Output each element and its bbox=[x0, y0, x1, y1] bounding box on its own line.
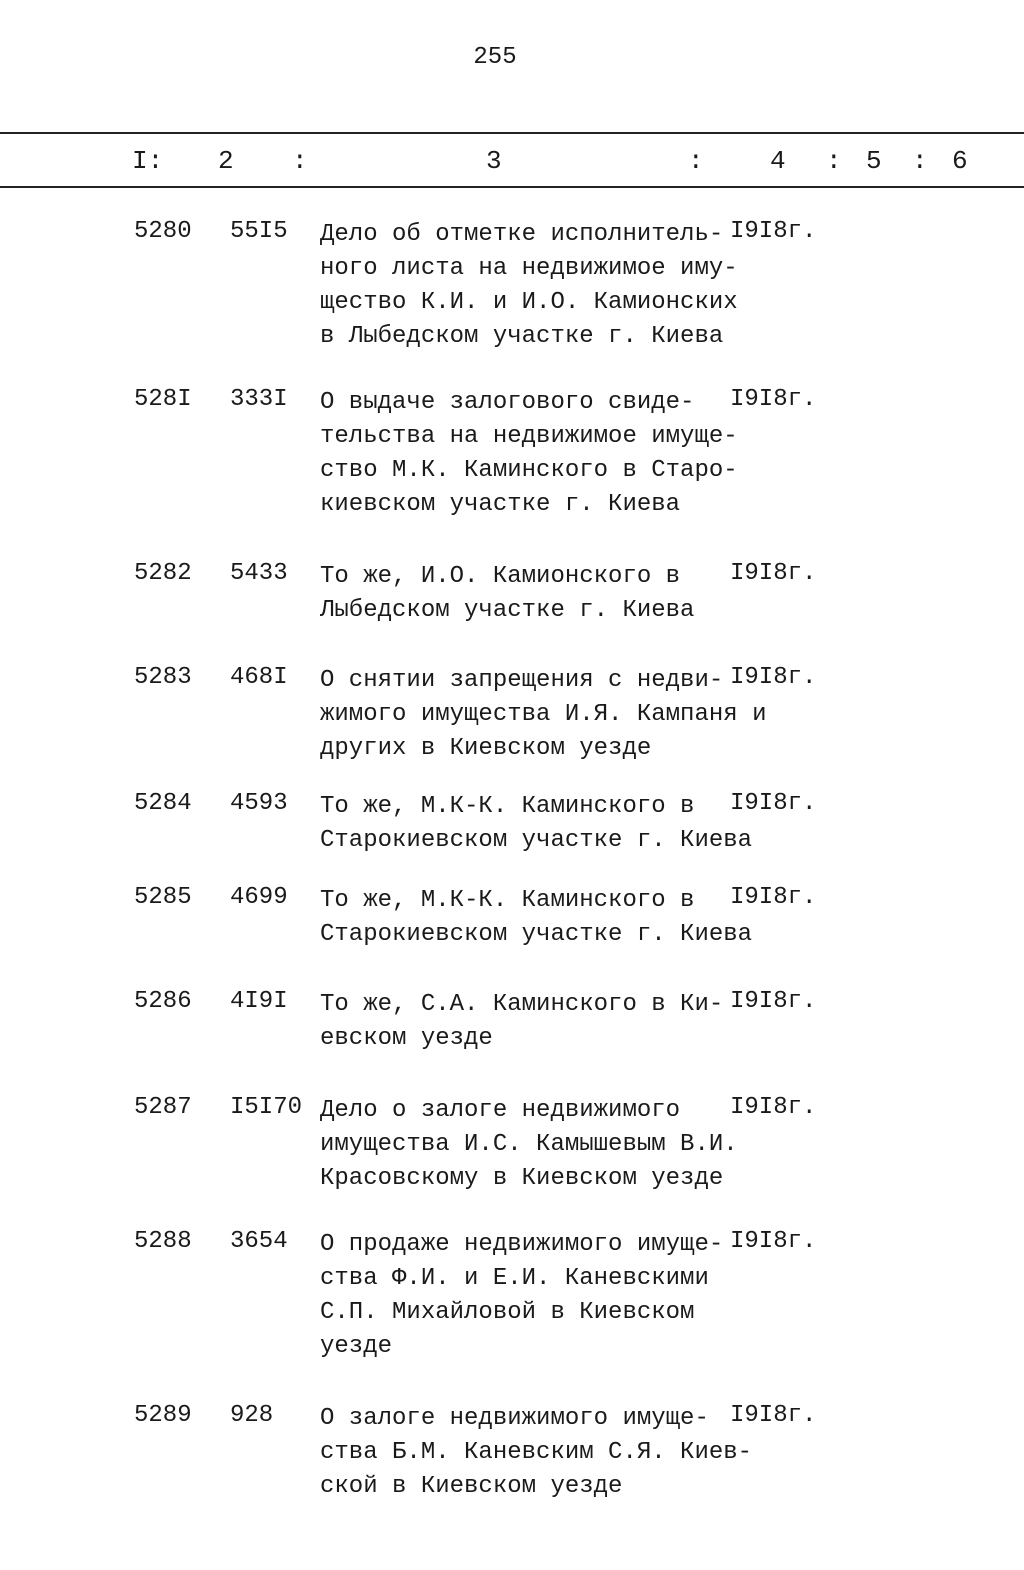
entry-number: 5287 bbox=[134, 1094, 192, 1121]
entry-number: 5280 bbox=[134, 218, 192, 245]
description-line: Лыбедском участке г. Киева bbox=[320, 597, 695, 624]
column-separator-1: : bbox=[292, 146, 308, 176]
entry-description bbox=[320, 560, 740, 628]
entry-description bbox=[320, 1402, 753, 1504]
entry-year: I9I8г. bbox=[730, 884, 817, 911]
description-line: Старокиевском участке г. Киева bbox=[320, 827, 753, 854]
description-line: Старокиевском участке г. Киева bbox=[320, 921, 753, 948]
description-line: О снятии запрещения с недви- bbox=[320, 667, 724, 694]
column-header-2: 2 bbox=[218, 146, 234, 176]
entry-year: I9I8г. bbox=[730, 664, 817, 691]
entry-description bbox=[320, 218, 740, 354]
entry-year: I9I8г. bbox=[730, 988, 817, 1015]
entry-description bbox=[320, 988, 740, 1056]
column-separator-3: : bbox=[826, 146, 842, 176]
description-line: ства Б.М. Каневским С.Я. Киев- bbox=[320, 1439, 753, 1466]
description-line: ного листа на недвижимое иму- bbox=[320, 255, 738, 282]
description-line: тельства на недвижимое имуще- bbox=[320, 423, 738, 450]
description-line: евском уезде bbox=[320, 1025, 493, 1052]
entry-number: 5283 bbox=[134, 664, 192, 691]
column-header-3: 3 bbox=[486, 146, 502, 176]
description-line: имущества И.С. Камышевым В.И. bbox=[320, 1131, 738, 1158]
case-number: 4I9I bbox=[230, 988, 288, 1015]
entry-number: 5285 bbox=[134, 884, 192, 911]
entry-number: 5286 bbox=[134, 988, 192, 1015]
entry-year: I9I8г. bbox=[730, 386, 817, 413]
entry-year: I9I8г. bbox=[730, 1094, 817, 1121]
case-number: 928 bbox=[230, 1402, 274, 1429]
description-line: Красовскому в Киевском уезде bbox=[320, 1165, 724, 1192]
description-line: других в Киевском уезде bbox=[320, 735, 652, 762]
column-separator-2: : bbox=[688, 146, 704, 176]
header-top-rule bbox=[0, 132, 1024, 134]
entry-description bbox=[320, 1094, 740, 1196]
entry-year: I9I8г. bbox=[730, 790, 817, 817]
description-line: Дело об отметке исполнитель- bbox=[320, 221, 724, 248]
case-number: 4593 bbox=[230, 790, 288, 817]
description-line: в Лыбедском участке г. Киева bbox=[320, 323, 724, 350]
entry-number: 5282 bbox=[134, 560, 192, 587]
page-number: 255 bbox=[473, 44, 517, 71]
description-line: О залоге недвижимого имуще- bbox=[320, 1405, 709, 1432]
description-line: То же, И.О. Камионского в bbox=[320, 563, 681, 590]
case-number: 4699 bbox=[230, 884, 288, 911]
entry-year: I9I8г. bbox=[730, 1402, 817, 1429]
description-line: щество К.И. и И.О. Камионских bbox=[320, 289, 738, 316]
entry-number: 528I bbox=[134, 386, 192, 413]
entry-description bbox=[320, 884, 753, 952]
description-line: ство М.К. Каминского в Старо- bbox=[320, 457, 738, 484]
entry-number: 5284 bbox=[134, 790, 192, 817]
description-line: То же, М.К-К. Каминского в bbox=[320, 793, 695, 820]
description-line: О выдаче залогового свиде- bbox=[320, 389, 695, 416]
description-line: То же, М.К-К. Каминского в bbox=[320, 887, 695, 914]
entry-description bbox=[320, 664, 767, 766]
description-line: О продаже недвижимого имуще- bbox=[320, 1231, 724, 1258]
case-number: 3654 bbox=[230, 1228, 288, 1255]
entry-description bbox=[320, 1228, 740, 1364]
column-header-5: 5 bbox=[866, 146, 882, 176]
entry-number: 5289 bbox=[134, 1402, 192, 1429]
case-number: 5433 bbox=[230, 560, 288, 587]
case-number: 333I bbox=[230, 386, 288, 413]
description-line: ства Ф.И. и Е.И. Каневскими bbox=[320, 1265, 709, 1292]
entry-description bbox=[320, 386, 740, 522]
entry-year: I9I8г. bbox=[730, 218, 817, 245]
case-number: 468I bbox=[230, 664, 288, 691]
column-separator-4: : bbox=[912, 146, 928, 176]
description-line: С.П. Михайловой в Киевском bbox=[320, 1299, 695, 1326]
column-header-6: 6 bbox=[952, 146, 968, 176]
description-line: Дело о залоге недвижимого bbox=[320, 1097, 681, 1124]
header-bottom-rule bbox=[0, 186, 1024, 188]
description-line: уезде bbox=[320, 1333, 393, 1360]
description-line: ской в Киевском уезде bbox=[320, 1473, 623, 1500]
entry-number: 5288 bbox=[134, 1228, 192, 1255]
entry-year: I9I8г. bbox=[730, 1228, 817, 1255]
entry-year: I9I8г. bbox=[730, 560, 817, 587]
case-number: I5I70 bbox=[230, 1094, 303, 1121]
column-header-4: 4 bbox=[770, 146, 786, 176]
description-line: То же, С.А. Каминского в Ки- bbox=[320, 991, 724, 1018]
case-number: 55I5 bbox=[230, 218, 288, 245]
entry-description bbox=[320, 790, 753, 858]
description-line: киевском участке г. Киева bbox=[320, 491, 681, 518]
column-header-1: I: bbox=[132, 146, 164, 176]
description-line: жимого имущества И.Я. Кампаня и bbox=[320, 701, 767, 728]
